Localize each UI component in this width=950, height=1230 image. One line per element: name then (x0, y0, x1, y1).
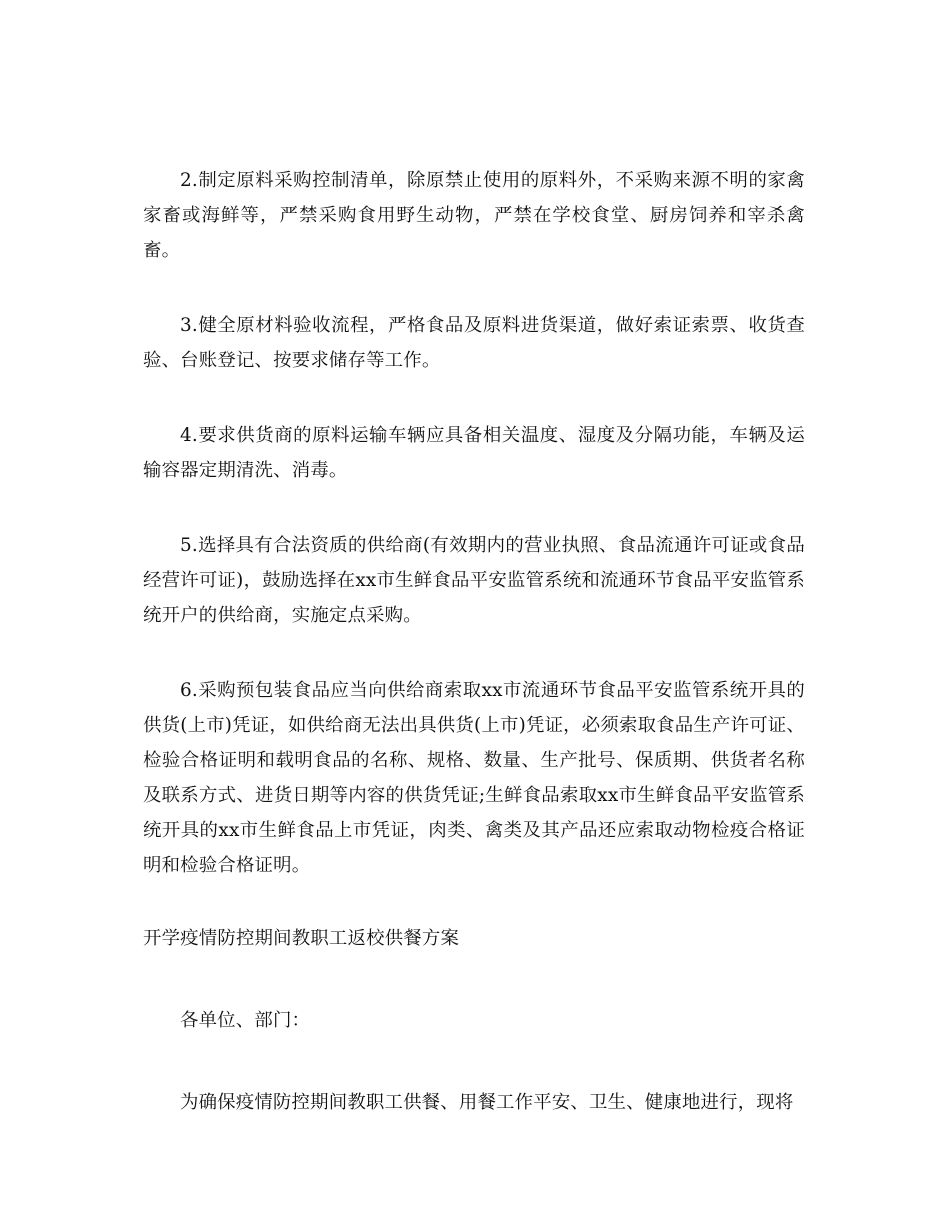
paragraph-item-2: 2.制定原料采购控制清单，除原禁止使用的原料外，不采购来源不明的家禽家畜或海鲜等，严禁采购食用野生动物，严禁在学校食堂、厨房饲养和宰杀禽畜。 (143, 170, 805, 261)
paragraph-item-6: 6.采购预包装食品应当向供给商索取xx市流通环节食品平安监管系统开具的供货(上市)凭证，如供给商无法出具供货(上市)凭证，必须索取食品生产许可证、检验合格证明和载明食品的名称、规格、数量、生产批号、保质期、供货者名称及联系方式、进货日期等内容的供货凭证;生鲜食品索取xx市生鲜食品平安监管系统开具的xx市生鲜食品上市凭证，肉类、禽类及其产品还应索取动物检疫合格证明和检验合格证明。 (143, 680, 805, 876)
document-page (143, 163, 805, 1120)
paragraph-item-4: 4.要求供货商的原料运输车辆应具备相关温度、湿度及分隔功能，车辆及运输容器定期清洗、消毒。 (143, 425, 805, 481)
intro-paragraph: 为确保疫情防控期间教职工供餐、用餐工作平安、卫生、健康地进行，现将 (180, 1092, 794, 1113)
paragraph-item-3: 3.健全原材料验收流程，严格食品及原料进货渠道，做好索证索票、收货查验、台账登记、按要求储存等工作。 (143, 315, 805, 371)
section-title: 开学疫情防控期间教职工返校供餐方案 (143, 928, 460, 949)
salutation: 各单位、部门： (180, 1010, 311, 1031)
paragraph-item-5: 5.选择具有合法资质的供给商(有效期内的营业执照、食品流通许可证或食品经营许可证)，鼓励选择在xx市生鲜食品平安监管系统和流通环节食品平安监管系统开户的供给商，实施定点采购。 (143, 535, 805, 626)
